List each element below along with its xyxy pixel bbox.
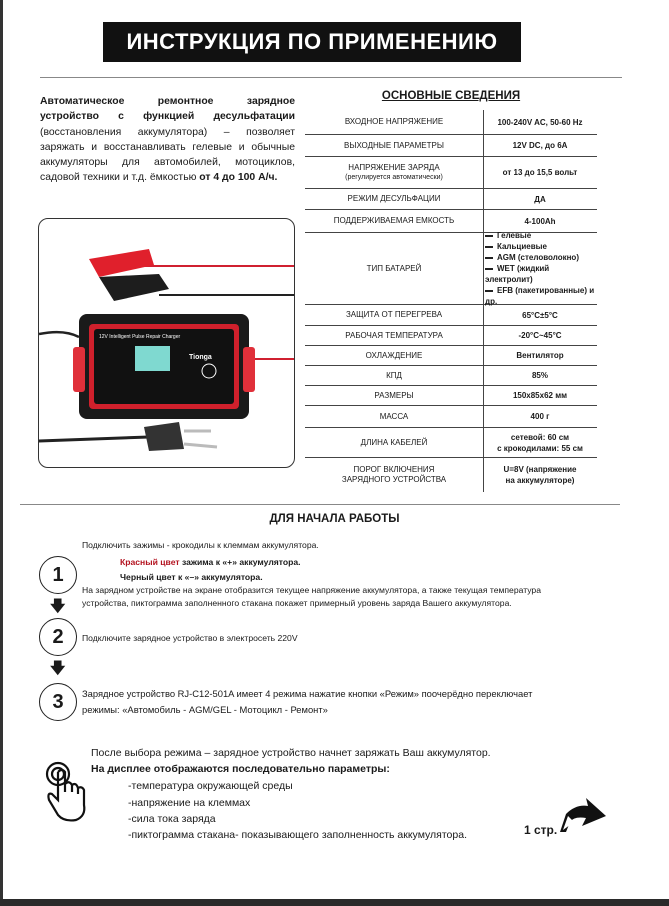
spec-key: ВЫХОДНЫЕ ПАРАМЕТРЫ (344, 140, 444, 150)
divider (20, 504, 620, 505)
intro-bold: Автоматическое ремонтное зарядное устройство с функцией десульфатации (40, 96, 295, 123)
specs-title: ОСНОВНЫЕ СВЕДЕНИЯ (381, 90, 521, 102)
spec-key: РАБОЧАЯ ТЕМПЕРАТУРА (345, 330, 443, 340)
table-row (305, 428, 597, 458)
spec-key: ВХОДНОЕ НАПРЯЖЕНИЕ (344, 117, 444, 126)
spec-key: РАЗМЕРЫ (374, 390, 414, 400)
step1-text: устройства, пиктограмма заполненного стакана покажет примерный уровень заряда Вашего аккумулятора. (82, 598, 512, 608)
spec-key: РЕЖИМ ДЕСУЛЬФАЦИИ (347, 194, 441, 203)
step3-text: Зарядное устройство RJ-C12-501A имеет 4 режима нажатие кнопки «Режим» поочерёдно переключает (82, 688, 533, 699)
table-row (305, 135, 597, 157)
table-row (305, 305, 597, 326)
page-title: ИНСТРУКЦИЯ ПО ПРИМЕНЕНИЮ (103, 22, 521, 62)
spec-value: 4-100Ah (524, 216, 556, 226)
spec-key (305, 163, 483, 183)
table-row (305, 326, 597, 346)
step1-text: На зарядном устройстве на экране отобразится текущее напряжение аккумулятора, а также текущая температура (82, 585, 541, 595)
step-number-2: 2 (39, 618, 77, 656)
red-color-label: Красный цвет (120, 557, 180, 567)
product-brand: Tionga (189, 354, 212, 361)
page-turn-arrow-icon[interactable] (556, 796, 608, 841)
spec-key: КПД (386, 370, 402, 380)
battery-type: Гелевые (485, 230, 597, 241)
step1-text: Подключить зажимы - крокодилы к клеммам аккумулятора. (82, 540, 319, 550)
arrow-down-icon: 🡇 (50, 660, 66, 677)
after-text: После выбора режима – зарядное устройство начнет заряжать Ваш аккумулятор. (91, 747, 491, 759)
table-row (305, 233, 597, 305)
spec-key: ПОДДЕРЖИВАЕМАЯ ЕМКОСТЬ (333, 216, 455, 225)
product-image (38, 218, 295, 468)
spec-value-line: U=8V (напряжение (503, 465, 577, 474)
table-row (305, 366, 597, 386)
spec-value: Вентилятор (516, 351, 564, 360)
table-row (305, 189, 597, 210)
arrow-down-icon: 🡇 (50, 598, 66, 615)
spec-key: ТИП БАТАРЕЙ (366, 263, 422, 273)
spec-value-line: с крокодилами: 55 см (497, 443, 583, 453)
param-item: -пиктограмма стакана- показывающего заполненность аккумулятора. (128, 829, 467, 841)
spec-key: ОХЛАЖДЕНИЕ (365, 350, 423, 360)
step-number-3: 3 (39, 683, 77, 721)
step1-red-line (120, 557, 301, 567)
table-row (305, 157, 597, 189)
spec-value: 12V DC, до 6A (512, 141, 568, 150)
param-item: -сила тока заряда (128, 813, 216, 825)
step1-black-line: Черный цвет к «–» аккумулятора. (120, 572, 263, 582)
table-row (305, 110, 597, 135)
param-item: -температура окружающей среды (128, 780, 293, 792)
table-row (305, 406, 597, 428)
spec-key: ЗАЩИТА ОТ ПЕРЕГРЕВА (345, 310, 443, 319)
product-label: 12V Intelligent Pulse Repair Charger (99, 334, 181, 340)
spec-value: 400 г (530, 412, 550, 421)
spec-value: 85% (531, 371, 548, 380)
spec-key-note: (регулируется автоматически) (345, 173, 443, 181)
page-border-left (0, 0, 3, 906)
after-text-bold: На дисплее отображаются последовательно параметры: (91, 763, 390, 775)
spec-value: 150x85x62 мм (512, 391, 568, 400)
table-column-divider (483, 110, 484, 492)
step3-text: режимы: «Автомобиль - AGM/GEL - Мотоцикл - Ремонт» (82, 704, 328, 715)
spec-value: -20°C~45°C (518, 331, 562, 340)
spec-key: ДЛИНА КАБЕЛЕЙ (360, 437, 428, 447)
section-title: ДЛЯ НАЧАЛА РАБОТЫ (269, 513, 400, 525)
spec-value-line: на аккумуляторе) (505, 476, 575, 485)
spec-key-line: ЗАРЯДНОГО УСТРОЙСТВА (341, 475, 447, 484)
intro-normal: (восстановления аккумулятора) – позволяет заряжать и восстанавливать гелевые и обычные аккумуляторы для автомобилей, мотоциклов, садовой техники и т.д. ёмкостью (40, 126, 295, 184)
param-item: -напряжение на клеммах (128, 797, 251, 809)
spec-value (483, 432, 597, 454)
table-row (305, 386, 597, 406)
spec-value-line: сетевой: 60 см (510, 432, 570, 442)
divider (40, 77, 622, 78)
spec-value: ДА (534, 194, 546, 204)
spec-value (483, 464, 597, 486)
page-number: 1 стр. (524, 823, 558, 837)
spec-key (305, 465, 483, 485)
step-number-1: 1 (39, 556, 77, 594)
battery-type: EFB (пакетированные) и др. (485, 285, 597, 307)
spec-value: от 13 до 15,5 вольт (502, 168, 578, 177)
spec-value: 100-240V AC, 50-60 Hz (497, 117, 583, 127)
battery-type: Кальциевые (485, 241, 597, 252)
spec-key-line: НАПРЯЖЕНИЕ ЗАРЯДА (348, 162, 440, 172)
table-row (305, 346, 597, 366)
table-row (305, 458, 597, 492)
spec-value (483, 230, 597, 307)
battery-type: WET (жидкий электролит) (485, 263, 597, 285)
battery-type: AGM (стеловолокно) (485, 252, 597, 263)
intro-capacity: от 4 до 100 А/ч. (199, 172, 278, 184)
intro-text (40, 94, 295, 186)
spec-key: МАССА (379, 411, 409, 421)
hand-tap-icon (44, 760, 89, 830)
page-border-bottom (0, 899, 669, 906)
step1-red-text: зажима к «+» аккумулятора. (179, 557, 301, 567)
spec-key-line: ПОРОГ ВКЛЮЧЕНИЯ (353, 465, 435, 474)
spec-value: 65°C±5°C (522, 310, 558, 320)
step2-text: Подключите зарядное устройство в электросеть 220V (82, 633, 298, 643)
